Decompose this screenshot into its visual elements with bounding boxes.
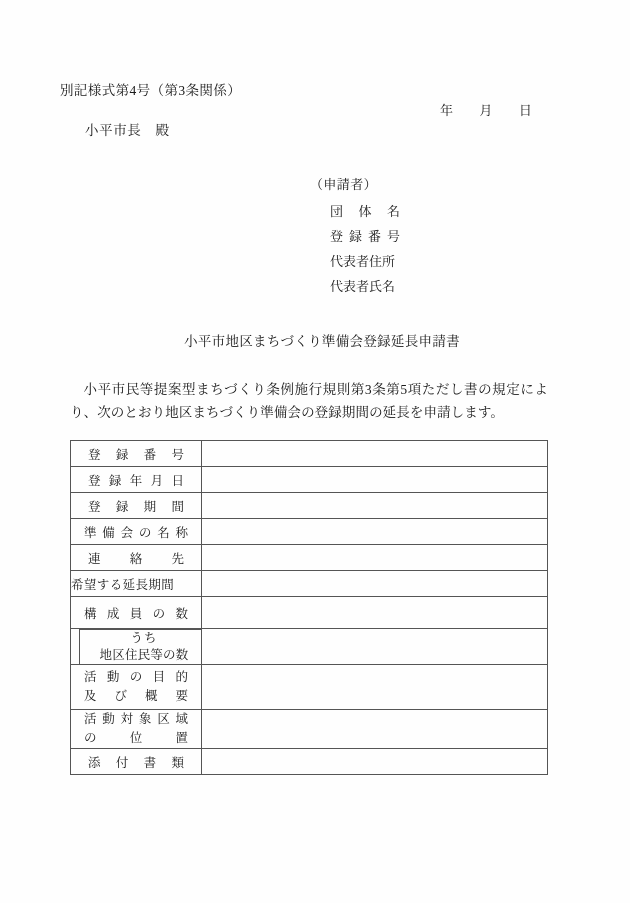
row-label-preparatory-group-name: 準 備 会 の 名 称 [71, 519, 202, 545]
row-label-member-count: 構 成 員 の 数 [71, 597, 202, 629]
application-form-table [70, 440, 548, 775]
table-row [71, 597, 548, 629]
date-month-label: 月 [479, 103, 493, 118]
row-value-registration-date[interactable] [202, 467, 548, 493]
row-value-local-resident-count[interactable] [202, 629, 548, 665]
table-row [71, 493, 548, 519]
applicant-field-registration-number: 登 録 番 号 [330, 229, 400, 244]
table-row [71, 545, 548, 571]
applicant-field-representative-name: 代表者氏名 [330, 279, 396, 294]
applicant-field-group-name: 団 体 名 [330, 204, 400, 219]
row-label-activity-area-location: 活 動 対 象 区 域 の 位 置 [71, 710, 202, 749]
row-label-activity-purpose: 活 動 の 目 的 及 び 概 要 [71, 665, 202, 710]
row-value-registration-number[interactable] [202, 441, 548, 467]
row-label-local-resident-count: うち 地区住民等の数 [71, 629, 202, 665]
row-value-member-count[interactable] [202, 597, 548, 629]
row-label-attachments: 添 付 書 類 [71, 749, 202, 775]
table-row [71, 665, 548, 710]
form-number: 別記様式第4号（第3条関係） [60, 83, 242, 98]
row-value-requested-extension-period[interactable] [202, 571, 548, 597]
row-value-activity-area-location[interactable] [202, 710, 548, 749]
table-row [71, 629, 548, 665]
document-title: 小平市地区まちづくり準備会登録延長申請書 [184, 334, 460, 349]
table-row [71, 571, 548, 597]
date-year-label: 年 [440, 103, 454, 118]
applicant-heading: （申請者） [310, 177, 378, 192]
table-row [71, 749, 548, 775]
row-label-contact: 連 絡 先 [71, 545, 202, 571]
row-label-registration-number: 登 録 番 号 [71, 441, 202, 467]
addressee: 小平市長 殿 [85, 123, 170, 138]
row-label-registration-date: 登 録 年 月 日 [71, 467, 202, 493]
row-label-requested-extension-period: 希望する延長期間 [71, 571, 202, 597]
row-value-preparatory-group-name[interactable] [202, 519, 548, 545]
table-row [71, 710, 548, 749]
row-value-attachments[interactable] [202, 749, 548, 775]
applicant-field-list [330, 199, 400, 299]
row-value-activity-purpose[interactable] [202, 665, 548, 710]
table-row [71, 467, 548, 493]
row-label-registration-period: 登 録 期 間 [71, 493, 202, 519]
body-paragraph: 小平市民等提案型まちづくり条例施行規則第3条第5項ただし書の規定により、次のとおり地区まちづくり準備会の登録期間の延長を申請します。 [70, 382, 548, 420]
row-value-contact[interactable] [202, 545, 548, 571]
date-line [440, 100, 532, 119]
table-row [71, 519, 548, 545]
date-day-label: 日 [518, 103, 533, 118]
row-value-registration-period[interactable] [202, 493, 548, 519]
applicant-field-representative-address: 代表者住所 [330, 254, 396, 269]
table-row [71, 441, 548, 467]
